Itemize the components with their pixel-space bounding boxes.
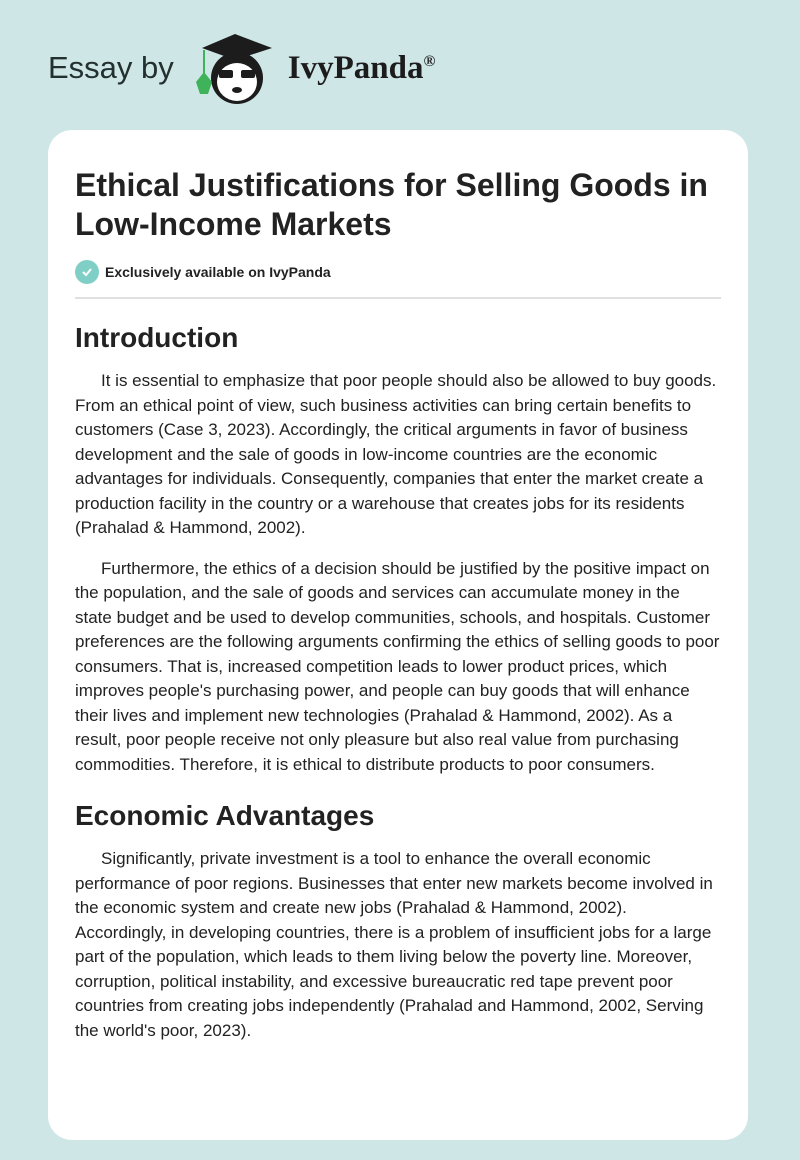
essay-card <box>48 130 748 1140</box>
registered-mark: ® <box>423 52 436 70</box>
paragraph: Furthermore, the ethics of a decision should be justified by the positive impact on the population, and the sale of goods and services can accumulate money in the state budget and be used to develop communities, schools, and hospitals. Customer preferences are the following arguments confirming the ethics of selling goods to poor consumers. That is, increased competition leads to lower product prices, which improves people's purchasing power, and people can buy goods that will enhance their lives and implement new technologies (Prahalad & Hammond, 2002). As a result, poor people receive not only pleasure but also real value from purchasing commodities. Therefore, it is ethical to distribute products to poor consumers. <box>75 558 720 774</box>
divider <box>75 297 721 299</box>
badge-text: Exclusively available on IvyPanda <box>105 264 331 280</box>
exclusive-badge <box>75 260 721 284</box>
paragraph: It is essential to emphasize that poor people should also be allowed to buy goods. From an ethical point of view, such business activities can bring certain benefits to customers (Case 3, 2023). Accordingly, the critical arguments in favor of business development and the sale of goods in low-income countries are the economic advantages for individuals. Consequently, companies that enter the market create a production facility in the country or a warehouse that creates jobs for its residents (Prahalad & Hammond, 2002). <box>75 371 717 537</box>
panda-logo-icon[interactable] <box>192 28 278 108</box>
brand-name[interactable] <box>288 50 436 87</box>
brand-text: IvyPanda <box>287 49 424 86</box>
essay-title: Ethical Justifications for Selling Goods in Low-Income Markets <box>75 167 708 242</box>
section-heading-economic-advantages: Economic Advantages <box>75 800 375 831</box>
paragraph: Significantly, private investment is a tool to enhance the overall economic performance of poor regions. Businesses that enter new markets become involved in the economic system and create new jobs (Prahalad & Hammond, 2002). Accordingly, in developing countries, there is a problem of insufficient jobs for a large part of the population, which leads to them living below the poverty line. Moreover, corruption, political instability, and excessive bureaucratic red tape prevent poor countries from creating jobs independently (Prahalad and Hammond, 2002, Serving the world's poor, 2023). <box>75 849 713 1040</box>
check-icon <box>75 260 99 284</box>
essay-by-label: Essay by <box>48 50 174 85</box>
site-header <box>48 28 435 108</box>
section-heading-introduction: Introduction <box>75 322 239 353</box>
